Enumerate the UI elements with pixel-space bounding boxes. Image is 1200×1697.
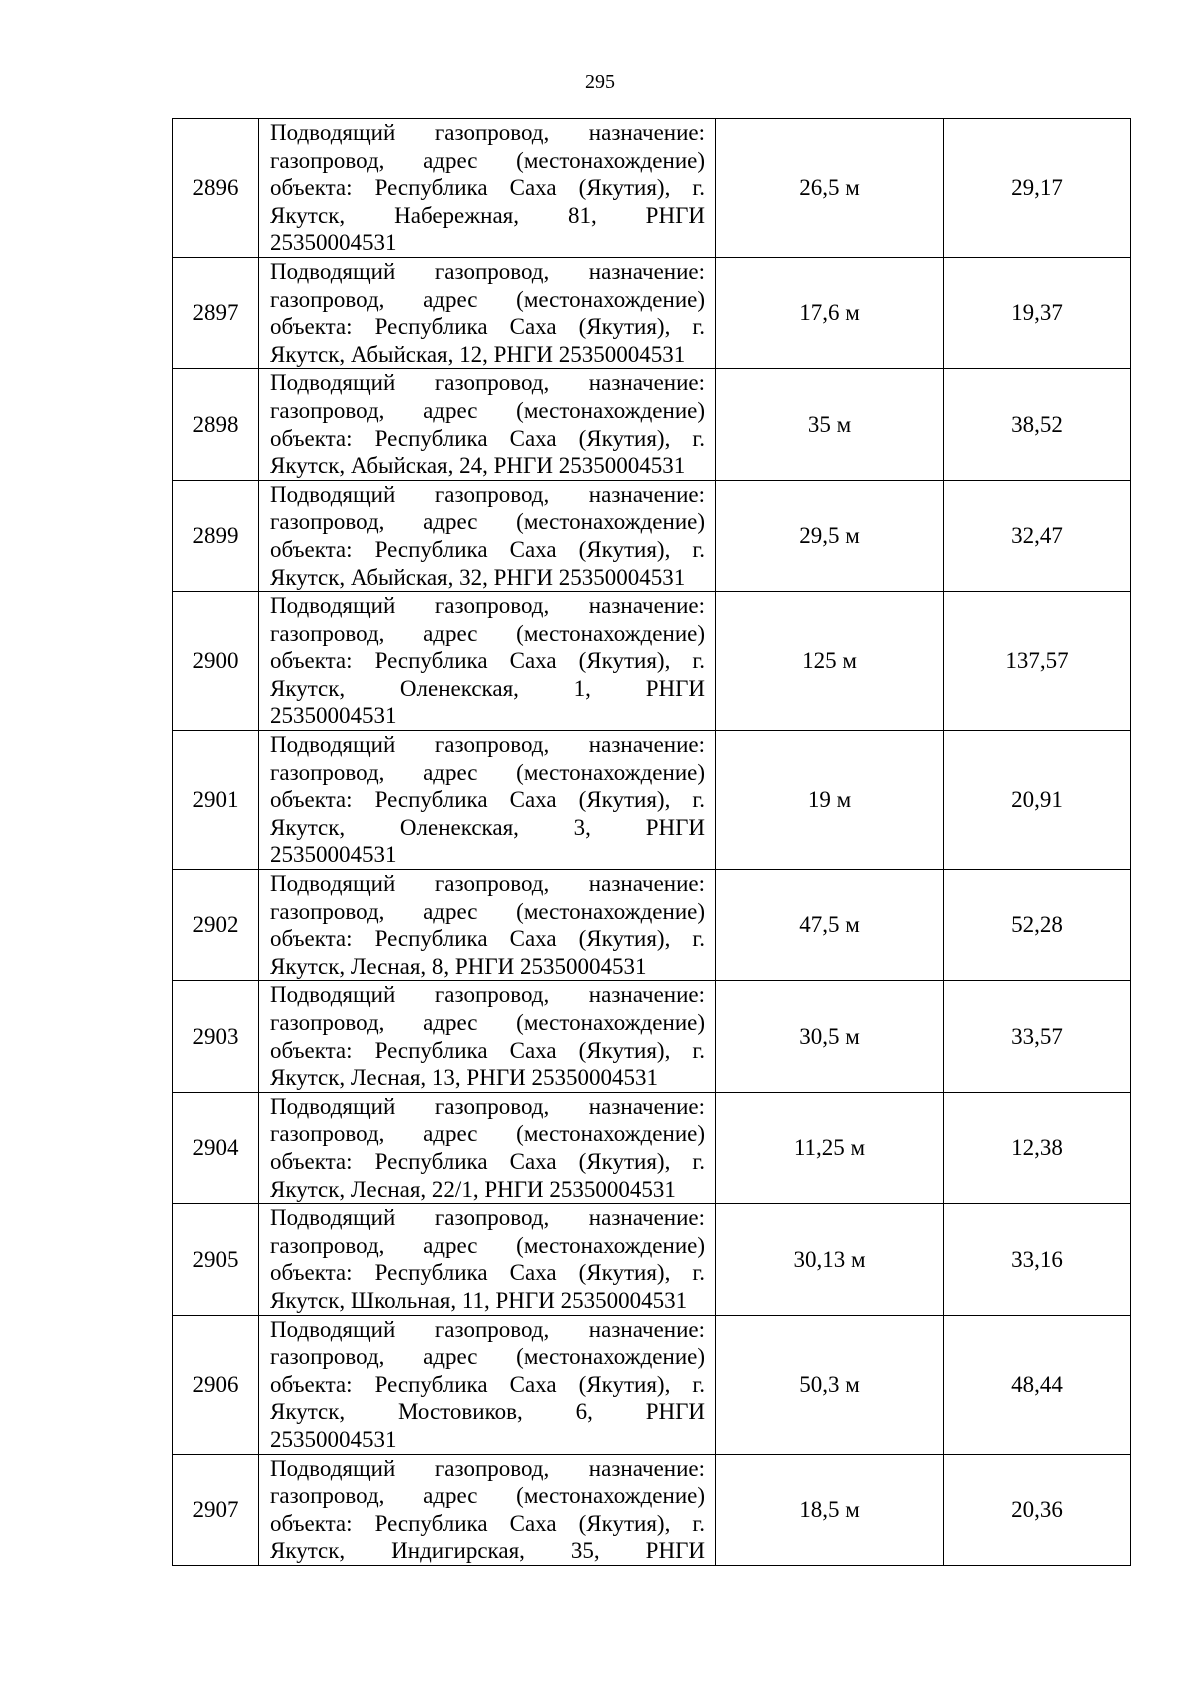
description-line: газопровод, адрес (местонахождение): [270, 1010, 705, 1035]
description-line: Якутск, Оленекская, 3, РНГИ: [270, 814, 705, 840]
object-value: 12,38: [944, 1092, 1131, 1203]
table-row: [173, 257, 1131, 368]
description-line: объекта: Республика Саха (Якутия), г.: [270, 787, 705, 813]
description-line: 25350004531: [270, 703, 397, 729]
object-length: 26,5 м: [716, 119, 944, 258]
description-line: газопровод, адрес (местонахождение): [270, 147, 705, 173]
description-line: объекта: Республика Саха (Якутия), г.: [270, 175, 705, 201]
object-value: 19,37: [944, 257, 1131, 368]
object-value: 33,16: [944, 1204, 1131, 1315]
object-length: 35 м: [716, 369, 944, 480]
object-description: [259, 480, 716, 591]
table-row: [173, 1204, 1131, 1315]
table-body: [173, 119, 1131, 1566]
description-line: объекта: Республика Саха (Якутия), г.: [270, 1148, 705, 1174]
row-number: 2896: [173, 119, 259, 258]
description-line: газопровод, адрес (местонахождение): [270, 1344, 705, 1370]
row-number: 2899: [173, 480, 259, 591]
description-line: Якутск, Абыйская, 24, РНГИ 25350004531: [270, 453, 686, 479]
description-line: Подводящий газопровод, назначение:: [270, 871, 705, 897]
description-line: Якутск, Оленекская, 1, РНГИ: [270, 675, 705, 701]
page-number: 295: [585, 71, 615, 93]
description-line: Якутск, Лесная, 22/1, РНГИ 25350004531: [270, 1176, 676, 1202]
description-line: объекта: Республика Саха (Якутия), г.: [270, 1371, 705, 1397]
description-line: Подводящий газопровод, назначение:: [270, 593, 705, 619]
row-number: 2901: [173, 731, 259, 870]
property-registry-table: [172, 118, 1131, 1566]
object-description: [259, 592, 716, 731]
description-line: газопровод, адрес (местонахождение): [270, 1121, 705, 1147]
description-line: объекта: Республика Саха (Якутия), г.: [270, 1037, 705, 1063]
row-number: 2900: [173, 592, 259, 731]
description-line: объекта: Республика Саха (Якутия), г.: [270, 926, 705, 952]
description-line: Подводящий газопровод, назначение:: [270, 120, 705, 145]
description-line: газопровод, адрес (местонахождение): [270, 286, 705, 312]
row-number: 2904: [173, 1092, 259, 1203]
table-row: [173, 369, 1131, 480]
description-line: Якутск, Школьная, 11, РНГИ 25350004531: [270, 1287, 688, 1313]
table-row: [173, 1454, 1131, 1565]
object-value: 29,17: [944, 119, 1131, 258]
description-line: 25350004531: [270, 1426, 397, 1452]
description-line: Якутск, Индигирская, 35, РНГИ: [270, 1538, 705, 1564]
object-description: [259, 1092, 716, 1203]
row-number: 2902: [173, 870, 259, 981]
description-line: объекта: Республика Саха (Якутия), г.: [270, 425, 705, 451]
description-line: Якутск, Набережная, 81, РНГИ: [270, 202, 705, 228]
object-value: 20,91: [944, 731, 1131, 870]
description-line: Якутск, Абыйская, 12, РНГИ 25350004531: [270, 341, 686, 367]
object-length: 50,3 м: [716, 1315, 944, 1454]
object-value: 137,57: [944, 592, 1131, 731]
row-number: 2907: [173, 1454, 259, 1565]
description-line: газопровод, адрес (местонахождение): [270, 397, 705, 423]
table-row: [173, 731, 1131, 870]
table-row: [173, 1092, 1131, 1203]
object-description: [259, 1315, 716, 1454]
description-line: Подводящий газопровод, назначение:: [270, 1455, 705, 1481]
description-line: Якутск, Мостовиков, 6, РНГИ: [270, 1399, 705, 1425]
description-line: Подводящий газопровод, назначение:: [270, 258, 705, 284]
description-line: объекта: Республика Саха (Якутия), г.: [270, 1510, 705, 1536]
table-row: [173, 119, 1131, 258]
object-length: 30,13 м: [716, 1204, 944, 1315]
description-line: газопровод, адрес (местонахождение): [270, 1232, 705, 1258]
description-line: Подводящий газопровод, назначение:: [270, 481, 705, 507]
object-length: 125 м: [716, 592, 944, 731]
table-row: [173, 981, 1131, 1092]
table-row: [173, 1315, 1131, 1454]
table-row: [173, 870, 1131, 981]
description-line: 25350004531: [270, 230, 397, 256]
row-number: 2898: [173, 369, 259, 480]
description-line: Подводящий газопровод, назначение:: [270, 370, 705, 396]
description-line: Подводящий газопровод, назначение:: [270, 1316, 705, 1342]
description-line: 25350004531: [270, 842, 397, 868]
object-description: [259, 257, 716, 368]
description-line: Подводящий газопровод, назначение:: [270, 982, 705, 1008]
object-description: [259, 119, 716, 258]
description-line: газопровод, адрес (местонахождение): [270, 759, 705, 785]
object-value: 52,28: [944, 870, 1131, 981]
description-line: Якутск, Абыйская, 32, РНГИ 25350004531: [270, 564, 686, 590]
description-line: газопровод, адрес (местонахождение): [270, 898, 705, 924]
object-length: 47,5 м: [716, 870, 944, 981]
object-description: [259, 1204, 716, 1315]
description-line: газопровод, адрес (местонахождение): [270, 509, 705, 535]
row-number: 2905: [173, 1204, 259, 1315]
object-value: 48,44: [944, 1315, 1131, 1454]
row-number: 2906: [173, 1315, 259, 1454]
description-line: газопровод, адрес (местонахождение): [270, 620, 705, 646]
object-description: [259, 981, 716, 1092]
description-line: объекта: Республика Саха (Якутия), г.: [270, 648, 705, 674]
description-line: Подводящий газопровод, назначение:: [270, 732, 705, 758]
object-value: 33,57: [944, 981, 1131, 1092]
description-line: объекта: Республика Саха (Якутия), г.: [270, 1260, 705, 1286]
object-length: 11,25 м: [716, 1092, 944, 1203]
object-length: 17,6 м: [716, 257, 944, 368]
description-line: Якутск, Лесная, 8, РНГИ 25350004531: [270, 953, 647, 979]
object-value: 32,47: [944, 480, 1131, 591]
object-value: 20,36: [944, 1454, 1131, 1565]
table-row: [173, 480, 1131, 591]
description-line: Якутск, Лесная, 13, РНГИ 25350004531: [270, 1065, 658, 1091]
object-description: [259, 1454, 716, 1565]
object-description: [259, 870, 716, 981]
object-length: 18,5 м: [716, 1454, 944, 1565]
object-length: 19 м: [716, 731, 944, 870]
object-value: 38,52: [944, 369, 1131, 480]
row-number: 2897: [173, 257, 259, 368]
row-number: 2903: [173, 981, 259, 1092]
description-line: Подводящий газопровод, назначение:: [270, 1205, 705, 1231]
object-length: 30,5 м: [716, 981, 944, 1092]
object-description: [259, 731, 716, 870]
table-row: [173, 592, 1131, 731]
object-description: [259, 369, 716, 480]
description-line: объекта: Республика Саха (Якутия), г.: [270, 314, 705, 340]
description-line: объекта: Республика Саха (Якутия), г.: [270, 536, 705, 562]
description-line: Подводящий газопровод, назначение:: [270, 1093, 705, 1119]
object-length: 29,5 м: [716, 480, 944, 591]
description-line: газопровод, адрес (местонахождение): [270, 1483, 705, 1509]
